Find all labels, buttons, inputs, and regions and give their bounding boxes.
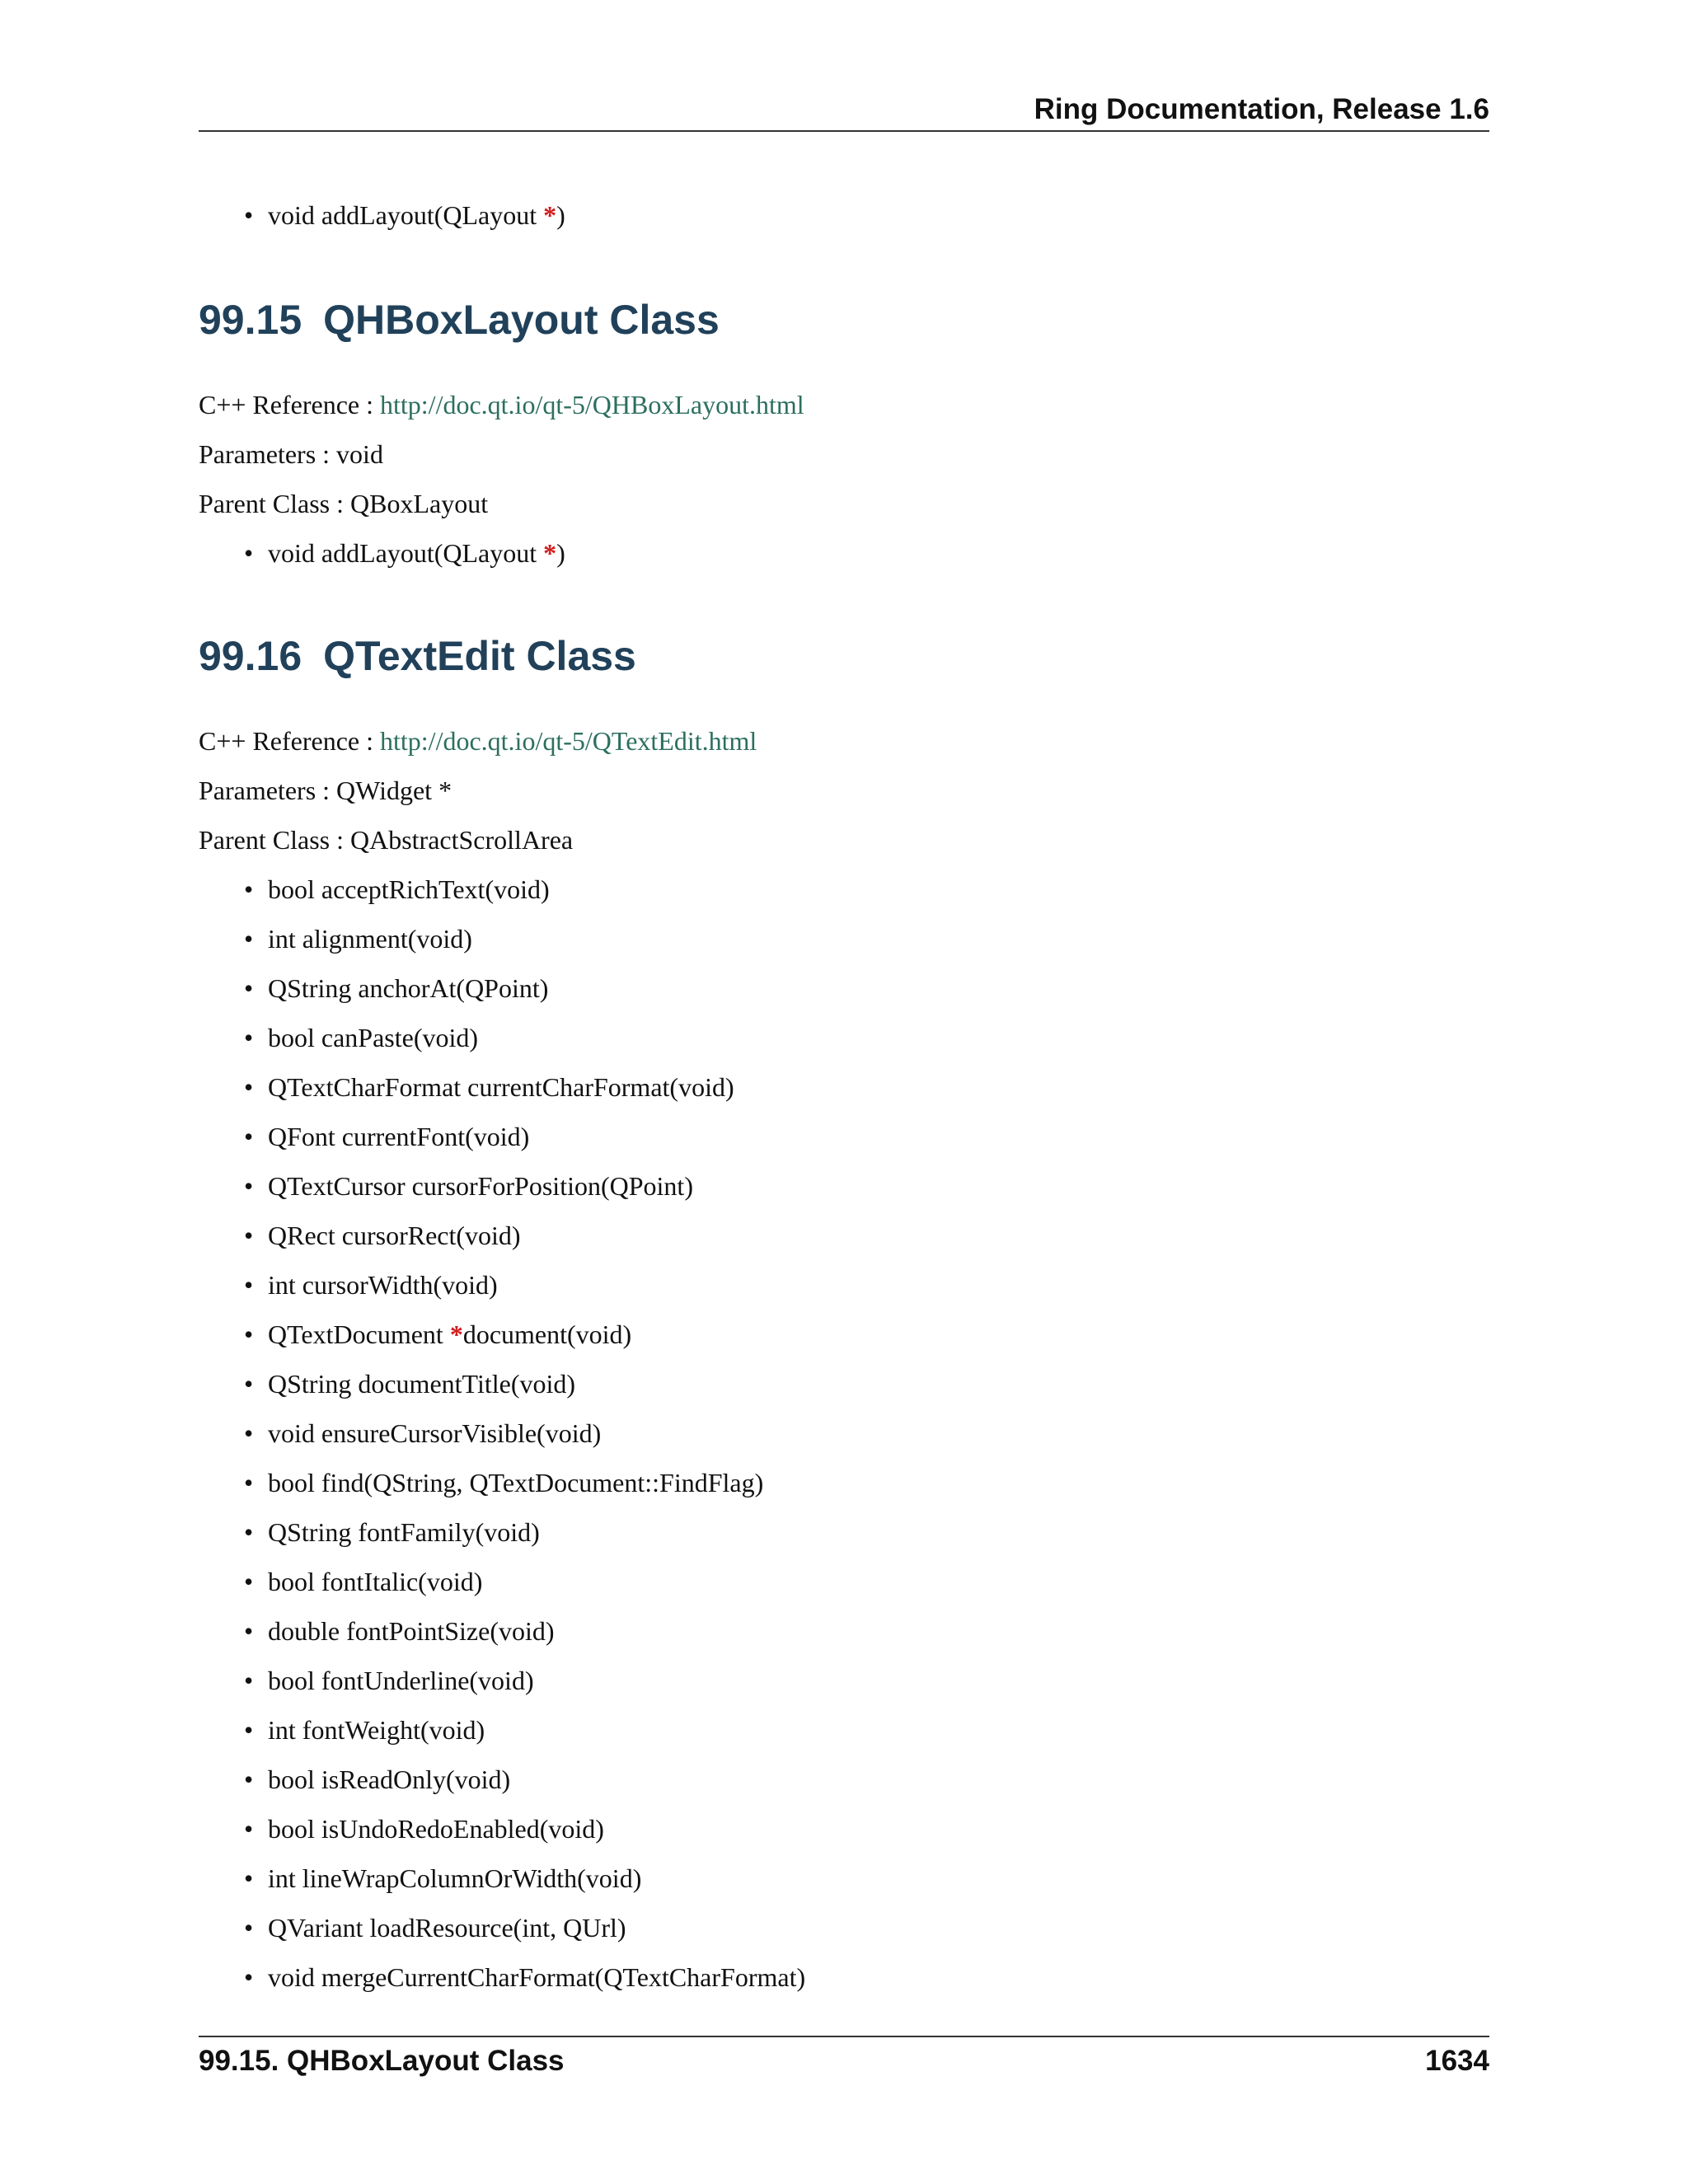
bullet-icon: • [244, 1023, 254, 1052]
list-item: • bool fontItalic(void) [199, 1557, 805, 1606]
list-item: • bool find(QString, QTextDocument::FindFlag) [199, 1458, 805, 1507]
bullet-icon: • [244, 973, 254, 1003]
bullet-icon: • [244, 200, 254, 230]
list-item: • QTextCursor cursorForPosition(QPoint) [199, 1161, 805, 1211]
bullet-icon: • [244, 1962, 254, 1992]
bullet-icon: • [244, 1913, 254, 1943]
bullet-icon: • [244, 1171, 254, 1201]
list-item: • bool canPaste(void) [199, 1013, 805, 1062]
list-item: • int fontWeight(void) [199, 1705, 805, 1755]
section-heading-qtextedit [199, 631, 636, 681]
cpp-reference-line [199, 716, 757, 766]
footer-rule [199, 2036, 1489, 2037]
bullet-icon: • [244, 1122, 254, 1151]
page-number: 1634 [1425, 2045, 1489, 2077]
bullet-icon: • [244, 1369, 254, 1399]
bullet-icon: • [244, 1418, 254, 1448]
section-heading-qhboxlayout [199, 295, 720, 344]
list-item: • QString anchorAt(QPoint) [199, 963, 805, 1013]
list-item: • bool fontUnderline(void) [199, 1656, 805, 1705]
intro-method-list [199, 190, 565, 240]
parameters-line: Parameters : void [199, 439, 383, 469]
section-number: 99.15 [199, 297, 302, 343]
list-item: • QString documentTitle(void) [199, 1359, 805, 1408]
bullet-icon: • [244, 1666, 254, 1695]
list-item: • QFont currentFont(void) [199, 1112, 805, 1161]
bullet-icon: • [244, 1072, 254, 1102]
cpp-reference-line [199, 380, 804, 429]
list-item: • void addLayout(QLayout *) [199, 190, 565, 240]
bullet-icon: • [244, 1567, 254, 1596]
method-list-qtextedit [199, 865, 805, 2002]
cpp-reference-link[interactable]: http://doc.qt.io/qt-5/QHBoxLayout.html [380, 390, 804, 419]
section-title: QHBoxLayout Class [323, 297, 720, 343]
list-item: • void addLayout(QLayout *) [199, 528, 565, 578]
cpp-reference-label: C++ Reference : [199, 390, 380, 419]
list-item: • QVariant loadResource(int, QUrl) [199, 1903, 805, 1952]
method-list-qhboxlayout [199, 528, 565, 578]
section-number: 99.16 [199, 633, 302, 679]
list-item: • bool isUndoRedoEnabled(void) [199, 1804, 805, 1854]
list-item: • bool acceptRichText(void) [199, 865, 805, 914]
list-item: • QString fontFamily(void) [199, 1507, 805, 1557]
list-item: • void mergeCurrentCharFormat(QTextCharFormat) [199, 1952, 805, 2002]
header-rule [199, 130, 1489, 132]
bullet-icon: • [244, 1468, 254, 1497]
parameters-line: Parameters : QWidget * [199, 776, 452, 805]
bullet-icon: • [244, 1863, 254, 1893]
list-item: • int lineWrapColumnOrWidth(void) [199, 1854, 805, 1903]
bullet-icon: • [244, 1221, 254, 1250]
list-item: • bool isReadOnly(void) [199, 1755, 805, 1804]
footer-section-title: 99.15. QHBoxLayout Class [199, 2045, 565, 2077]
bullet-icon: • [244, 924, 254, 954]
section-title: QTextEdit Class [323, 633, 636, 679]
running-header: Ring Documentation, Release 1.6 [1034, 93, 1489, 125]
bullet-icon: • [244, 874, 254, 904]
bullet-icon: • [244, 1765, 254, 1794]
list-item: • int cursorWidth(void) [199, 1260, 805, 1310]
bullet-icon: • [244, 538, 254, 568]
parent-class-line: Parent Class : QAbstractScrollArea [199, 825, 574, 855]
list-item: • int alignment(void) [199, 914, 805, 963]
bullet-icon: • [244, 1715, 254, 1745]
cpp-reference-link[interactable]: http://doc.qt.io/qt-5/QTextEdit.html [380, 726, 757, 756]
document-page [199, 0, 1489, 2184]
list-item: • QRect cursorRect(void) [199, 1211, 805, 1260]
bullet-icon: • [244, 1517, 254, 1547]
parent-class-line: Parent Class : QBoxLayout [199, 489, 489, 518]
cpp-reference-label: C++ Reference : [199, 726, 380, 756]
bullet-icon: • [244, 1270, 254, 1300]
bullet-icon: • [244, 1319, 254, 1349]
bullet-icon: • [244, 1616, 254, 1646]
list-item: • QTextCharFormat currentCharFormat(void) [199, 1062, 805, 1112]
bullet-icon: • [244, 1814, 254, 1844]
list-item: • double fontPointSize(void) [199, 1606, 805, 1656]
list-item: • QTextDocument *document(void) [199, 1310, 805, 1359]
list-item: • void ensureCursorVisible(void) [199, 1408, 805, 1458]
